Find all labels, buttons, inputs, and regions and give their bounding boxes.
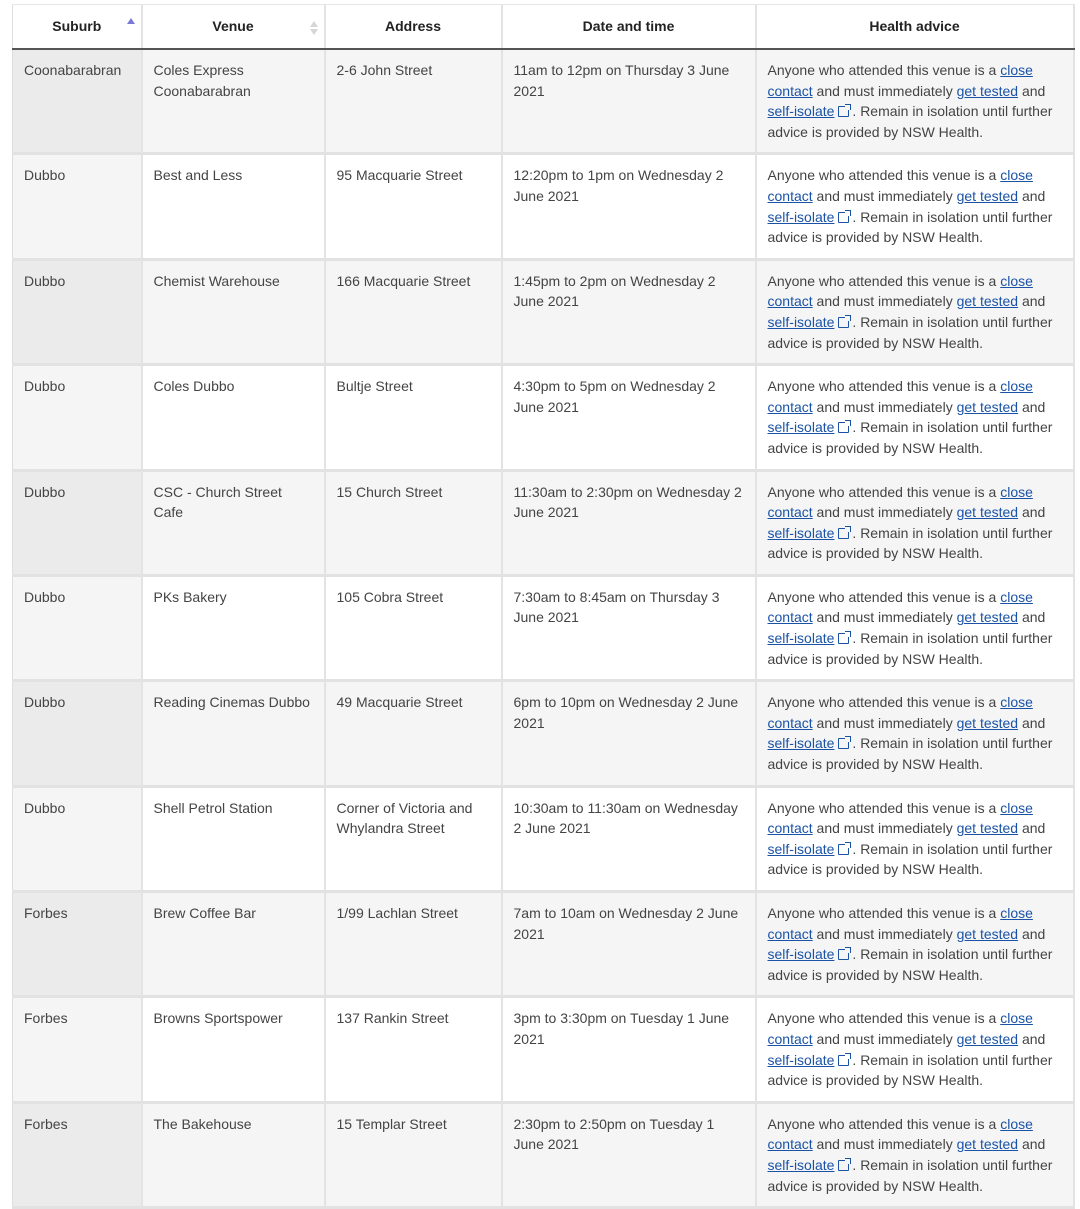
table-row xyxy=(13,892,1074,997)
close-contact-link[interactable]: close contact xyxy=(767,483,1033,521)
cell-health-advice xyxy=(756,681,1074,786)
header-date-time xyxy=(502,5,756,50)
cell-date-time: 10:30am to 11:30am on Wednesday 2 June 2021 xyxy=(502,786,756,891)
advice-text: and xyxy=(1018,187,1046,204)
cell-venue: Brew Coffee Bar xyxy=(142,892,325,997)
table-header-row xyxy=(13,5,1074,50)
header-address-label: Address xyxy=(384,18,442,35)
cell-date-time: 11am to 12pm on Thursday 3 June 2021 xyxy=(502,49,756,154)
advice-text: Anyone who attended this venue is a xyxy=(767,483,1001,500)
advice-text: and xyxy=(1018,1136,1046,1153)
sort-unsorted-icon[interactable] xyxy=(310,18,318,34)
header-health-advice-label: Health advice xyxy=(869,18,960,35)
cell-suburb: Dubbo xyxy=(13,786,142,891)
cell-suburb: Coonabarabran xyxy=(13,49,142,154)
close-contact-link[interactable]: close contact xyxy=(767,62,1033,99)
advice-text: . Remain in isolation until further advice is provided by NSW Health. xyxy=(767,946,1053,983)
cell-date-time: 6pm to 10pm on Wednesday 2 June 2021 xyxy=(502,681,756,786)
cell-suburb: Dubbo xyxy=(13,470,142,575)
get-tested-link[interactable]: get tested xyxy=(956,82,1019,99)
table-row xyxy=(13,997,1074,1102)
advice-text: and xyxy=(1018,504,1046,521)
cell-date-time: 11:30am to 2:30pm on Wednesday 2 June 2021 xyxy=(502,470,756,575)
cell-health-advice xyxy=(756,1102,1074,1207)
advice-text: and must immediately xyxy=(812,1030,957,1047)
cell-health-advice xyxy=(756,470,1074,575)
table-row xyxy=(13,786,1074,891)
advice-text: and xyxy=(1018,714,1046,731)
external-link-icon xyxy=(838,844,849,855)
advice-text: . Remain in isolation until further advice is provided by NSW Health. xyxy=(767,524,1053,562)
self-isolate-link[interactable]: self-isolate xyxy=(767,735,835,752)
advice-text: Anyone who attended this venue is a xyxy=(767,1010,1001,1027)
advice-text: Anyone who attended this venue is a xyxy=(767,799,1001,816)
advice-text: Anyone who attended this venue is a xyxy=(767,905,1001,921)
close-contact-link[interactable]: close contact xyxy=(767,167,1033,204)
close-contact-link[interactable]: close contact xyxy=(767,272,1033,310)
cell-venue: Best and Less xyxy=(142,154,325,259)
advice-text: and must immediately xyxy=(812,82,957,99)
cell-date-time: 7am to 10am on Wednesday 2 June 2021 xyxy=(502,892,756,997)
close-contact-link[interactable]: close contact xyxy=(767,694,1033,731)
advice-text: . Remain in isolation until further advice is provided by NSW Health. xyxy=(767,103,1053,140)
external-link-icon xyxy=(838,422,849,433)
cell-health-advice xyxy=(756,154,1074,259)
cell-address: 1/99 Lachlan Street xyxy=(325,892,502,997)
advice-text: and xyxy=(1018,293,1046,310)
advice-text: and xyxy=(1018,609,1046,626)
advice-text: and must immediately xyxy=(812,820,957,837)
self-isolate-link[interactable]: self-isolate xyxy=(767,313,835,330)
venues-table-container xyxy=(12,4,1073,1209)
cell-venue: PKs Bakery xyxy=(142,575,325,680)
advice-text: Anyone who attended this venue is a xyxy=(767,1115,1001,1132)
self-isolate-link[interactable]: self-isolate xyxy=(767,1156,835,1173)
advice-text: and xyxy=(1018,820,1046,837)
advice-text: and xyxy=(1018,398,1046,415)
cell-health-advice xyxy=(756,892,1074,997)
sort-ascending-icon[interactable] xyxy=(127,18,135,34)
table-row xyxy=(13,575,1074,680)
header-suburb[interactable] xyxy=(13,5,142,50)
advice-text: and xyxy=(1018,82,1046,99)
cell-address: Bultje Street xyxy=(325,365,502,470)
get-tested-link[interactable]: get tested xyxy=(956,820,1019,837)
self-isolate-link[interactable]: self-isolate xyxy=(767,208,835,225)
cell-venue: The Bakehouse xyxy=(142,1102,325,1207)
advice-text: and must immediately xyxy=(812,293,957,310)
external-link-icon xyxy=(838,738,849,749)
external-link-icon xyxy=(838,633,849,644)
cell-suburb: Forbes xyxy=(13,1102,142,1207)
external-link-icon xyxy=(838,1160,849,1171)
cell-health-advice xyxy=(756,259,1074,364)
advice-text: and must immediately xyxy=(812,504,957,521)
self-isolate-link[interactable]: self-isolate xyxy=(767,946,835,963)
advice-text: Anyone who attended this venue is a xyxy=(767,62,1001,78)
close-contact-link[interactable]: close contact xyxy=(767,588,1033,626)
external-link-icon xyxy=(838,317,849,328)
advice-text: and must immediately xyxy=(812,609,957,626)
advice-text: . Remain in isolation until further advice is provided by NSW Health. xyxy=(767,313,1053,351)
cell-venue: CSC - Church Street Cafe xyxy=(142,470,325,575)
advice-text: . Remain in isolation until further advice is provided by NSW Health. xyxy=(767,208,1053,246)
header-address xyxy=(325,5,502,50)
cell-suburb: Dubbo xyxy=(13,154,142,259)
cell-address: 49 Macquarie Street xyxy=(325,681,502,786)
advice-text: and must immediately xyxy=(812,714,957,731)
cell-health-advice xyxy=(756,575,1074,680)
cell-address: 95 Macquarie Street xyxy=(325,154,502,259)
self-isolate-link[interactable]: self-isolate xyxy=(767,524,835,541)
cell-venue: Reading Cinemas Dubbo xyxy=(142,681,325,786)
cell-suburb: Dubbo xyxy=(13,681,142,786)
header-venue[interactable] xyxy=(142,5,325,50)
advice-text: . Remain in isolation until further advice is provided by NSW Health. xyxy=(767,840,1053,878)
external-link-icon xyxy=(838,106,849,117)
table-row xyxy=(13,681,1074,786)
table-row xyxy=(13,49,1074,154)
cell-venue: Chemist Warehouse xyxy=(142,259,325,364)
advice-text: Anyone who attended this venue is a xyxy=(767,167,1001,184)
cell-address: 137 Rankin Street xyxy=(325,997,502,1102)
cell-address: Corner of Victoria and Whylandra Street xyxy=(325,786,502,891)
advice-text: Anyone who attended this venue is a xyxy=(767,378,1001,395)
get-tested-link[interactable]: get tested xyxy=(956,925,1019,942)
external-link-icon xyxy=(838,528,849,539)
advice-text: . Remain in isolation until further advice is provided by NSW Health. xyxy=(767,735,1053,773)
cell-address: 2-6 John Street xyxy=(325,49,502,154)
close-contact-link[interactable]: close contact xyxy=(767,905,1033,942)
advice-text: Anyone who attended this venue is a xyxy=(767,588,1001,605)
header-date-time-label: Date and time xyxy=(582,18,675,35)
cell-venue: Browns Sportspower xyxy=(142,997,325,1102)
cell-health-advice xyxy=(756,49,1074,154)
advice-text: and must immediately xyxy=(812,187,957,204)
cell-venue: Shell Petrol Station xyxy=(142,786,325,891)
advice-text: Anyone who attended this venue is a xyxy=(767,694,1001,711)
table-row xyxy=(13,1102,1074,1207)
external-link-icon xyxy=(838,212,849,223)
advice-text: . Remain in isolation until further advice is provided by NSW Health. xyxy=(767,1156,1053,1194)
advice-text: and must immediately xyxy=(812,1136,957,1153)
get-tested-link[interactable]: get tested xyxy=(956,187,1019,204)
advice-text: and must immediately xyxy=(812,925,957,942)
external-link-icon xyxy=(838,949,849,960)
table-body xyxy=(13,49,1074,1208)
cell-date-time: 7:30am to 8:45am on Thursday 3 June 2021 xyxy=(502,575,756,680)
header-suburb-label: Suburb xyxy=(52,18,102,35)
header-health-advice xyxy=(756,5,1074,50)
table-row xyxy=(13,259,1074,364)
close-contact-link[interactable]: close contact xyxy=(767,799,1033,837)
cell-date-time: 12:20pm to 1pm on Wednesday 2 June 2021 xyxy=(502,154,756,259)
cell-address: 15 Church Street xyxy=(325,470,502,575)
header-venue-label: Venue xyxy=(212,18,254,35)
close-contact-link[interactable]: close contact xyxy=(767,1010,1033,1047)
get-tested-link[interactable]: get tested xyxy=(956,504,1019,521)
cell-venue: Coles Dubbo xyxy=(142,365,325,470)
table-row xyxy=(13,154,1074,259)
advice-text: . Remain in isolation until further advice is provided by NSW Health. xyxy=(767,1051,1053,1089)
advice-text: Anyone who attended this venue is a xyxy=(767,272,1001,289)
get-tested-link[interactable]: get tested xyxy=(956,1030,1019,1047)
cell-address: 15 Templar Street xyxy=(325,1102,502,1207)
cell-suburb: Dubbo xyxy=(13,365,142,470)
advice-text: and must immediately xyxy=(812,398,957,415)
self-isolate-link[interactable]: self-isolate xyxy=(767,419,835,436)
get-tested-link[interactable]: get tested xyxy=(956,1136,1019,1153)
advice-text: and xyxy=(1018,1030,1046,1047)
get-tested-link[interactable]: get tested xyxy=(956,609,1019,626)
cell-date-time: 4:30pm to 5pm on Wednesday 2 June 2021 xyxy=(502,365,756,470)
self-isolate-link[interactable]: self-isolate xyxy=(767,103,835,120)
get-tested-link[interactable]: get tested xyxy=(956,398,1019,415)
self-isolate-link[interactable]: self-isolate xyxy=(767,630,835,647)
advice-text: . Remain in isolation until further advice is provided by NSW Health. xyxy=(767,630,1053,667)
cell-date-time: 3pm to 3:30pm on Tuesday 1 June 2021 xyxy=(502,997,756,1102)
cell-suburb: Forbes xyxy=(13,997,142,1102)
close-contact-link[interactable]: close contact xyxy=(767,1115,1033,1153)
cell-date-time: 2:30pm to 2:50pm on Tuesday 1 June 2021 xyxy=(502,1102,756,1207)
venues-table xyxy=(12,4,1075,1209)
cell-address: 166 Macquarie Street xyxy=(325,259,502,364)
external-link-icon xyxy=(838,1055,849,1066)
cell-health-advice xyxy=(756,997,1074,1102)
advice-text: and xyxy=(1018,925,1046,942)
table-row xyxy=(13,470,1074,575)
get-tested-link[interactable]: get tested xyxy=(956,293,1019,310)
cell-suburb: Dubbo xyxy=(13,575,142,680)
cell-suburb: Forbes xyxy=(13,892,142,997)
cell-date-time: 1:45pm to 2pm on Wednesday 2 June 2021 xyxy=(502,259,756,364)
cell-suburb: Dubbo xyxy=(13,259,142,364)
close-contact-link[interactable]: close contact xyxy=(767,378,1033,415)
cell-health-advice xyxy=(756,365,1074,470)
self-isolate-link[interactable]: self-isolate xyxy=(767,1051,835,1068)
table-row xyxy=(13,365,1074,470)
get-tested-link[interactable]: get tested xyxy=(956,714,1019,731)
self-isolate-link[interactable]: self-isolate xyxy=(767,840,835,857)
cell-address: 105 Cobra Street xyxy=(325,575,502,680)
advice-text: . Remain in isolation until further advice is provided by NSW Health. xyxy=(767,419,1053,456)
cell-venue: Coles Express Coonabarabran xyxy=(142,49,325,154)
cell-health-advice xyxy=(756,786,1074,891)
